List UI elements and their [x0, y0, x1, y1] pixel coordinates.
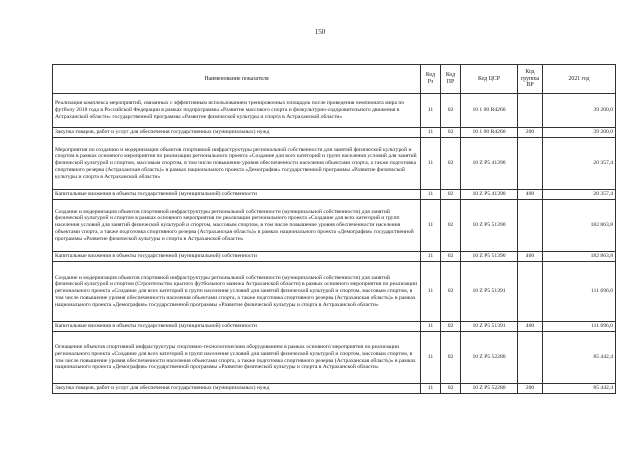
- row-rz: 11: [421, 190, 441, 200]
- row-vr: 400: [518, 190, 543, 200]
- table-row: [53, 200, 616, 252]
- row-rz: 11: [421, 252, 441, 262]
- header-pr: Код ПР: [441, 65, 461, 94]
- row-csr: 10 Z P5 51390: [461, 252, 518, 262]
- row-pr: 02: [441, 138, 461, 190]
- row-rz: 11: [421, 332, 441, 384]
- row-name: Закупка товаров, работ и услуг для обеспечения государственных (муниципальных) нужд: [53, 384, 421, 394]
- row-pr: 02: [441, 322, 461, 332]
- row-rz: 11: [421, 138, 441, 190]
- table-row: [53, 262, 616, 322]
- row-name: Капитальные вложения в объекты государственной (муниципальной) собственности: [53, 322, 421, 332]
- row-vr: [518, 94, 543, 128]
- row-name: Создание и модернизация объектов спортивной инфраструктуры региональной собственности (муниципальной собственности) для занятий физической культурой и спортом в рамках основного мероприятия по реализации регионального проекта «Создание для всех категорий и групп населения условий для занятий физической культурой и спортом, массовым спортом, в том числе повышение уровня обеспеченности населения объектами спорта, а также подготовка спортивного резерва (Астраханская область)» в рамках национального проекта «Демография» государственной программы «Развитие физической культуры и спорта в Астраханской области»: [53, 200, 421, 252]
- row-amount: 111 696,0: [543, 262, 616, 322]
- row-pr: 02: [441, 262, 461, 322]
- row-amount: 39 200,0: [543, 128, 616, 138]
- row-rz: 11: [421, 322, 441, 332]
- page-number: 150: [314, 28, 326, 36]
- row-amount: 182 863,8: [543, 252, 616, 262]
- row-vr: [518, 138, 543, 190]
- table-row: [53, 94, 616, 128]
- row-vr: [518, 200, 543, 252]
- row-csr: 10 1 00 R4260: [461, 128, 518, 138]
- row-pr: 02: [441, 252, 461, 262]
- table-row: [53, 322, 616, 332]
- row-pr: 02: [441, 128, 461, 138]
- row-vr: [518, 332, 543, 384]
- table-row: [53, 128, 616, 138]
- row-rz: 11: [421, 384, 441, 394]
- row-amount: 85 442,4: [543, 332, 616, 384]
- row-rz: 11: [421, 200, 441, 252]
- row-pr: 02: [441, 200, 461, 252]
- header-csr: Код ЦСР: [461, 65, 518, 94]
- row-csr: 10 Z P5 52280: [461, 384, 518, 394]
- table-row: [53, 252, 616, 262]
- table-row: [53, 332, 616, 384]
- row-name: Капитальные вложения в объекты государственной (муниципальной) собственности: [53, 252, 421, 262]
- table-row: [53, 138, 616, 190]
- row-vr: [518, 262, 543, 322]
- header-vr: Код группы ВР: [518, 65, 543, 94]
- row-csr: 10 Z P5 52280: [461, 332, 518, 384]
- row-amount: 85 442,4: [543, 384, 616, 394]
- row-pr: 02: [441, 384, 461, 394]
- row-name: Мероприятия по созданию и модернизации объектов спортивной инфраструктуры региональной собственности для занятий физической культурой и спортом в рамках основного мероприятия по реализации регионального проекта «Создание для всех категорий и групп населения условий для занятий физической культурой и спортом, массовым спортом, в том числе повышение уровня обеспеченности населения объектами спорта, а также подготовка спортивного резерва (Астраханская область)» в рамках национального проекта «Демография» государственной программы «Развитие физической культуры и спорта в Астраханской области»: [53, 138, 421, 190]
- row-name: Оснащение объектов спортивной инфраструктуры спортивно-технологическим оборудованием в рамках основного мероприятия по реализации регионального проекта «Создание для всех категорий и групп населения условий для занятий физической культурой и спортом, массовым спортом, в том числе повышение уровня обеспеченности населения объектами спорта, а также подготовка спортивного резерва (Астраханская область)» в рамках национального проекта «Демография» государственной программы «Развитие физической культуры и спорта в Астраханской области»: [53, 332, 421, 384]
- budget-table: [52, 64, 616, 394]
- row-name: Реализация комплекса мероприятий, связанных с эффективным использованием тренировочных площадок после проведения чемпионата мира по футболу 2018 года в Российской Федерации в рамках подпрограммы «Развитие массового спорта и физкультурно-оздоровительного движения в Астраханской области» государственной программы «Развитие физической культуры и спорта в Астраханской области»: [53, 94, 421, 128]
- row-vr: 400: [518, 252, 543, 262]
- row-pr: 02: [441, 94, 461, 128]
- row-amount: 20 357,4: [543, 138, 616, 190]
- row-amount: 111 696,0: [543, 322, 616, 332]
- row-csr: 10 Z P5 51390: [461, 200, 518, 252]
- row-csr: 10 Z P5 51391: [461, 262, 518, 322]
- row-csr: 10 1 00 R4260: [461, 94, 518, 128]
- header-year: 2021 год: [543, 65, 616, 94]
- row-vr: 200: [518, 384, 543, 394]
- table-row: [53, 384, 616, 394]
- row-csr: 10 Z P5 41390: [461, 138, 518, 190]
- table-row: [53, 190, 616, 200]
- row-pr: 02: [441, 332, 461, 384]
- header-rz: Код Рз: [421, 65, 441, 94]
- row-amount: 182 863,8: [543, 200, 616, 252]
- row-rz: 11: [421, 94, 441, 128]
- row-amount: 39 200,0: [543, 94, 616, 128]
- header-row: [53, 65, 616, 94]
- row-name: Закупка товаров, работ и услуг для обеспечения государственных (муниципальных) нужд: [53, 128, 421, 138]
- row-vr: 400: [518, 322, 543, 332]
- table-header: [53, 65, 616, 94]
- header-name: Наименование показателя: [53, 65, 421, 94]
- row-amount: 20 357,4: [543, 190, 616, 200]
- table-body: [53, 94, 616, 394]
- row-csr: 10 Z P5 41390: [461, 190, 518, 200]
- row-name: Капитальные вложения в объекты государственной (муниципальной) собственности: [53, 190, 421, 200]
- row-csr: 10 Z P5 51391: [461, 322, 518, 332]
- row-vr: 200: [518, 128, 543, 138]
- row-rz: 11: [421, 262, 441, 322]
- row-rz: 11: [421, 128, 441, 138]
- row-name: Создание и модернизация объектов спортивной инфраструктуры региональной собственности (муниципальной собственности) для занятий физической культурой и спортом (Строительство крытого футбольного манежа Астраханской области) в рамках основного мероприятия по реализации регионального проекта «Создание для всех категорий и групп населения условий для занятий физической культурой и спортом, массовым спортом, в том числе повышение уровня обеспеченности населения объектами спорта, а также подготовка спортивного резерва (Астраханская область)» в рамках национального проекта «Демография» государственной программы «Развитие физической культуры и спорта в Астраханской области»: [53, 262, 421, 322]
- row-pr: 02: [441, 190, 461, 200]
